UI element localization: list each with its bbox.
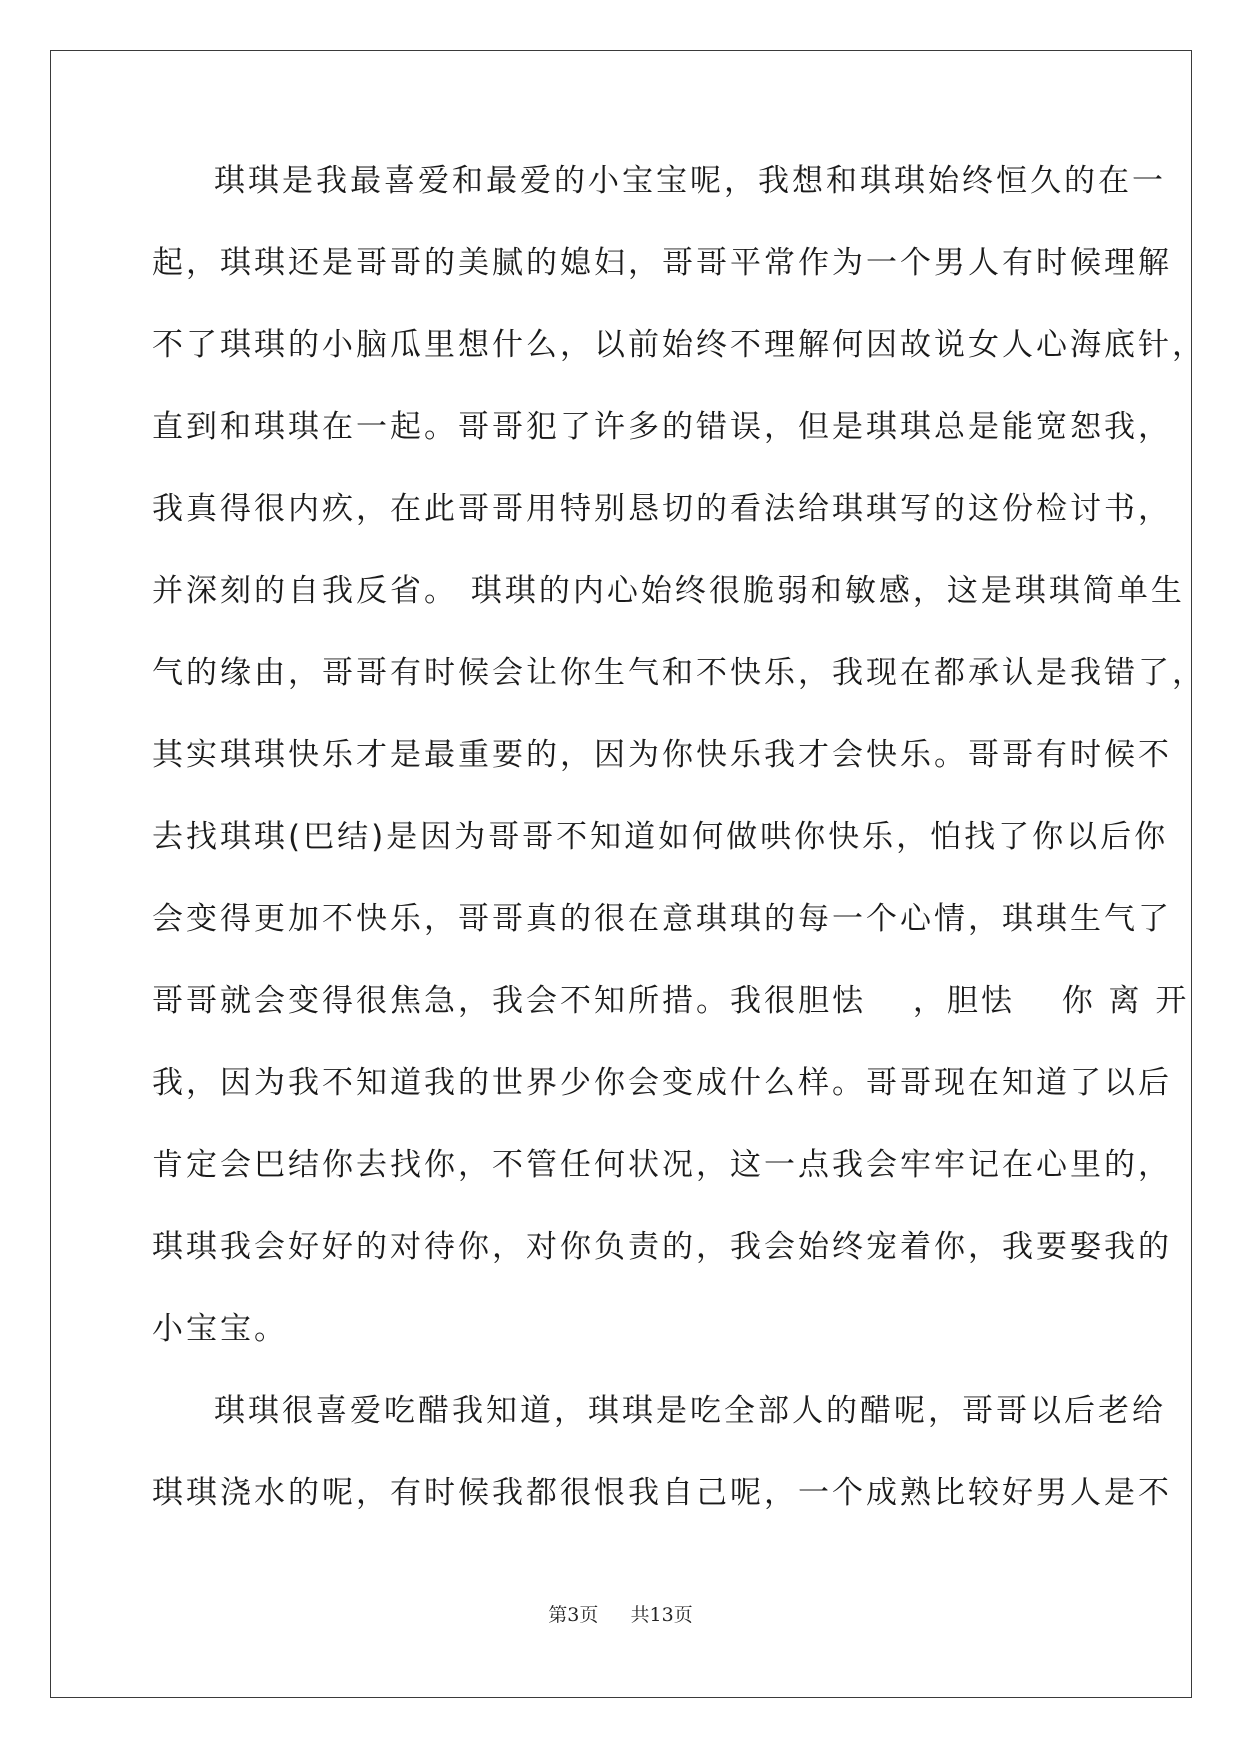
paragraph-line: 其实琪琪快乐才是最重要的，因为你快乐我才会快乐。哥哥有时候不 bbox=[152, 737, 1172, 773]
page-footer bbox=[0, 1600, 1241, 1627]
paragraph-line: 琪琪是我最喜爱和最爱的小宝宝呢，我想和琪琪始终恒久的在一 bbox=[214, 163, 1166, 199]
paragraph-line: 去找琪琪(巴结)是因为哥哥不知道如何做哄你快乐，怕找了你以后你 bbox=[152, 819, 1169, 855]
paragraph-line: 琪琪浇水的呢，有时候我都很恨我自己呢，一个成熟比较好男人是不 bbox=[152, 1475, 1172, 1511]
page-number: 第3页 bbox=[548, 1604, 599, 1626]
paragraph-line: 琪琪我会好好的对待你，对你负责的，我会始终宠着你，我要娶我的 bbox=[152, 1229, 1172, 1265]
paragraph-line: 小宝宝。 bbox=[152, 1311, 288, 1347]
paragraph-line: 哥哥就会变得很焦急，我会不知所措。我很胆怯 ，胆怯 你 离 开 bbox=[152, 983, 1190, 1019]
paragraph-line: 起，琪琪还是哥哥的美腻的媳妇，哥哥平常作为一个男人有时候理解 bbox=[152, 245, 1172, 281]
page-total: 共13页 bbox=[630, 1604, 693, 1626]
document-body bbox=[152, 153, 1206, 1547]
paragraph-line: 并深刻的自我反省。 琪琪的内心始终很脆弱和敏感，这是琪琪简单生 bbox=[152, 573, 1185, 609]
paragraph-line: 琪琪很喜爱吃醋我知道，琪琪是吃全部人的醋呢，哥哥以后老给 bbox=[214, 1393, 1166, 1429]
paragraph-line: 会变得更加不快乐，哥哥真的很在意琪琪的每一个心情，琪琪生气了 bbox=[152, 901, 1172, 937]
paragraph-line: 不了琪琪的小脑瓜里想什么，以前始终不理解何因故说女人心海底针， bbox=[152, 327, 1206, 363]
paragraph-line: 我，因为我不知道我的世界少你会变成什么样。哥哥现在知道了以后 bbox=[152, 1065, 1172, 1101]
paragraph-line: 我真得很内疚，在此哥哥用特别恳切的看法给琪琪写的这份检讨书， bbox=[152, 491, 1172, 527]
paragraph-line: 直到和琪琪在一起。哥哥犯了许多的错误，但是琪琪总是能宽恕我， bbox=[152, 409, 1172, 445]
paragraph-line: 肯定会巴结你去找你，不管任何状况，这一点我会牢牢记在心里的， bbox=[152, 1147, 1172, 1183]
paragraph-line: 气的缘由，哥哥有时候会让你生气和不快乐，我现在都承认是我错了， bbox=[152, 655, 1206, 691]
